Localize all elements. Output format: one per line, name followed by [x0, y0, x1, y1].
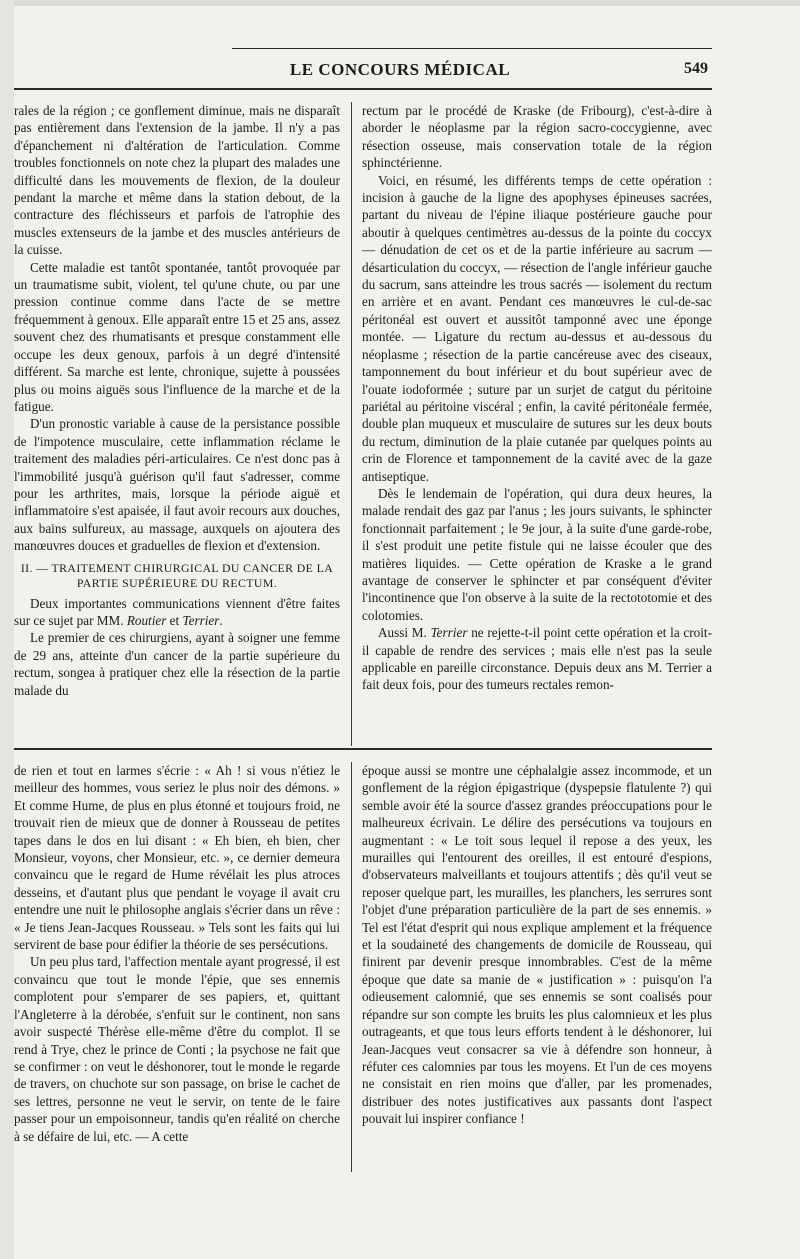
paragraph: D'un pronostic variable à cause de la persistance possible de l'impotence musculaire, cette inflammation réclame le traitement des maladies péri-articulaires. Ce n'est donc pas à l'immobilité jusqu'à guérison qu'il faut s'adresser, comme pour les arthrites, mais, lorsque la période aiguë et inflammatoire s'est apaisée, il faut avoir recours aux douches, aux bains sulfureux, au massage, auxquels on ajoutera des manœuvres douces et graduelles de flexion et d'extension.: [14, 416, 340, 554]
page-left-edge: [0, 0, 14, 1259]
author-name: Terrier: [430, 625, 468, 641]
section-heading: II. — TRAITEMENT CHIRURGICAL DU CANCER DE LA PARTIE SUPÉRIEURE DU RECTUM.: [20, 560, 334, 590]
paragraph: Cette maladie est tantôt spontanée, tantôt provoquée par un traumatisme subit, violent, tel qu'une chute, ou par une pression continue comme dans l'acte de se mettre fréquemment à genoux. Elle apparaît entre 15 et 25 ans, assez souvent chez des rhumatisants et presque constamment elle occupe les deux genoux, parfois à un degré d'intensité différent. Sa marche est lente, chronique, sujette à poussées plus ou moins aiguës sous l'influence de la marche et de la fatigue.: [14, 259, 340, 414]
author-name: Terrier: [182, 612, 220, 628]
text-run: Aussi M.: [378, 625, 431, 641]
page-top-edge: [0, 0, 800, 6]
article-column-upper-right: [362, 102, 712, 694]
text-run: et: [166, 612, 183, 628]
paragraph: de rien et tout en larmes s'écrie : « Ah ! si vous n'étiez le meilleur des hommes, vous seriez le plus noir des démons. » Et comme Hume, de plus en plus étonné et toujours froid, ne trouvait rien de mieux que de donner à Rousseau de petites tapes dans le dos en lui disant : « Eh bien, eh bien, cher Monsieur, voyons, cher Monsieur, etc. », ce dernier demeura convaincu que le regard de Hume révélait les plus atroces desseins, et d'autant plus que pendant le voyage il avait cru entendre une nuit le philosophe anglais s'écrier dans un rêve : « Je tiens Jean-Jacques Rousseau. » Tels sont les faits qui lui servirent de base pour édifier la théorie de ses persécutions.: [14, 763, 340, 953]
article-column-lower-left: [14, 762, 340, 1145]
text-run: ne rejette-t-il point cette opération et la croit-il capable de rendre des services ; mais elle n'est pas la seule applicable en pareille circonstance. Depuis deux ans M. Terrier a fait deux fois, pour des tumeurs rectales remon-: [362, 625, 712, 693]
paragraph: Un peu plus tard, l'affection mentale ayant progressé, il est convaincu que tout le monde l'épie, que ses ennemis complotent pour s'emparer de ses papiers, et, quittant l'Angleterre à la dérobée, s'enfuit sur le continent, non sans avoir suspecté Thérèse elle-même d'être du complot. Il se rend à Trye, chez le prince de Conti ; la psychose ne fait que se confirmer : on veut le déshonorer, tout le monde le regarde de travers, on chuchote sur son passage, on brise le cachet de ses lettres, personne ne veut le servir, on tente de le faire passer pour un empoisonneur, tandis qu'en réalité on cherche à se défaire de lui, etc. — A cette: [14, 954, 340, 1144]
column-divider-lower: [351, 762, 352, 1172]
paragraph: rales de la région ; ce gonflement diminue, mais ne disparaît pas entièrement dans l'extension de la jambe. Il n'y a pas d'épanchement ni d'altération de l'articulation. Comme troubles fonctionnels on note chez la plupart des malades une difficulté dans les mouvements de flexion, de la douleur pendant la marche et même dans la station debout, de la contracture des fléchisseurs et parfois de l'atrophie des muscles extenseurs de la jambe et des muscles antérieurs de la cuisse.: [14, 103, 340, 258]
article-column-lower-right: [362, 762, 712, 1128]
paragraph: [362, 624, 712, 694]
article-column-upper-left: [14, 102, 340, 699]
paragraph: [14, 595, 340, 630]
paragraph: époque aussi se montre une céphalalgie assez incommode, et un gonflement de la région épigastrique (dyspepsie flatulente ?) qui semble avoir été la source d'assez grandes préoccupations pour le malheureux écrivain. Le délire des persécutions va toujours en augmentant : « Le toit sous lequel il repose a des yeux, les murailles qui l'entourent des oreilles, il est entouré d'espions, d'observateurs malveillants et toujours attentifs ; dès qu'il veut se reposer quelque part, les murailles, les planchers, les serrures sont l'objet d'une préparation particulière de la part de ses ennemis. » Tel est l'état d'esprit qui nous explique amplement et la fréquence et la soudaineté des changements de domicile de Rousseau, qui finirent par devenir presque innombrables. C'est de la même époque que date sa manie de « justification » : puisqu'on l'a odieusement calomnié, que ses ennemis se sont coalisés pour répandre sur son compte les bruits les plus calomnieux et les plus outrageants, et que tous leurs efforts tendent à le déshonorer, lui Jean-Jacques veut consacrer sa vie à défendre son honneur, à réfuter ces calomnies par tous les moyens. Et l'un de ces moyens ne consistait en rien moins que d'aller, par les promenades, distribuer des notes justificatives aux passants dont l'aspect pouvait lui inspirer confiance !: [362, 763, 712, 1127]
paragraph: Dès le lendemain de l'opération, qui dura deux heures, la malade rendait des gaz par l'anus ; les jours suivants, le sphincter fonctionnait parfaitement ; le 9e jour, à la suite d'une garde-robe, il s'est produit une petite fistule qui ne laisse écouler que des matières liquides. — Cette opération de Kraske a le grand avantage de conserver le sphincter et par conséquent d'éviter l'incontinence que l'on observe à la suite de la rectototomie et des colotomies.: [362, 485, 712, 623]
column-divider-upper: [351, 102, 352, 746]
section-separator-rule: [14, 748, 712, 750]
page-number: 549: [684, 60, 708, 77]
header-rule-bottom: [14, 88, 712, 90]
paragraph: rectum par le procédé de Kraske (de Fribourg), c'est-à-dire à aborder le néoplasme par la région sacro-coccygienne, avec résection osseuse, mais conservation totale de la région sphinctérienne.: [362, 103, 712, 171]
text-run: .: [219, 612, 223, 628]
header-rule-top: [232, 48, 712, 49]
text-run: Deux importantes communications viennent d'être faites sur ce sujet par MM.: [14, 595, 340, 628]
paragraph: Le premier de ces chirurgiens, ayant à soigner une femme de 29 ans, atteinte d'un cancer de la partie supérieure du rectum, songea à pratiquer chez elle la résection de la partie malade du: [14, 630, 340, 698]
header-title: LE CONCOURS MÉDICAL: [289, 60, 511, 79]
author-name: Routier: [126, 612, 167, 628]
paragraph: Voici, en résumé, les différents temps de cette opération : incision à gauche de la ligne des apophyses épineuses sacrées, partant du niveau de l'épine iliaque postérieure gauche pour aboutir à quelques centimètres au-dessus de la pointe du coccyx — dénudation de cet os et de la partie inférieure au sacrum — désarticulation du coccyx, — résection de l'angle inférieur gauche du sacrum, sans atteindre les trous sacrés — isolement du rectum en arrière et en avant. Pendant ces manœuvres le cul-de-sac péritonéal est ouvert et aussitôt tamponné avec une éponge montée. — Ligature du rectum au-dessus et au-dessous du néoplasme ; résection de la partie cancéreuse avec des ciseaux, tamponnement du bout inférieur et du bout supérieur avec de l'ouate iodoformée ; suture par un surjet de catgut du péritoine pariétal au péritoine viscéral ; enfin, la cavité péritonéale fermée, double plan muqueux et musculaire de sutures sur les deux bouts du rectum, diminution de la plaie cutanée par quelques points au crin de Florence et tamponnement de la cavité avec de la gaze antiseptique.: [362, 172, 712, 484]
